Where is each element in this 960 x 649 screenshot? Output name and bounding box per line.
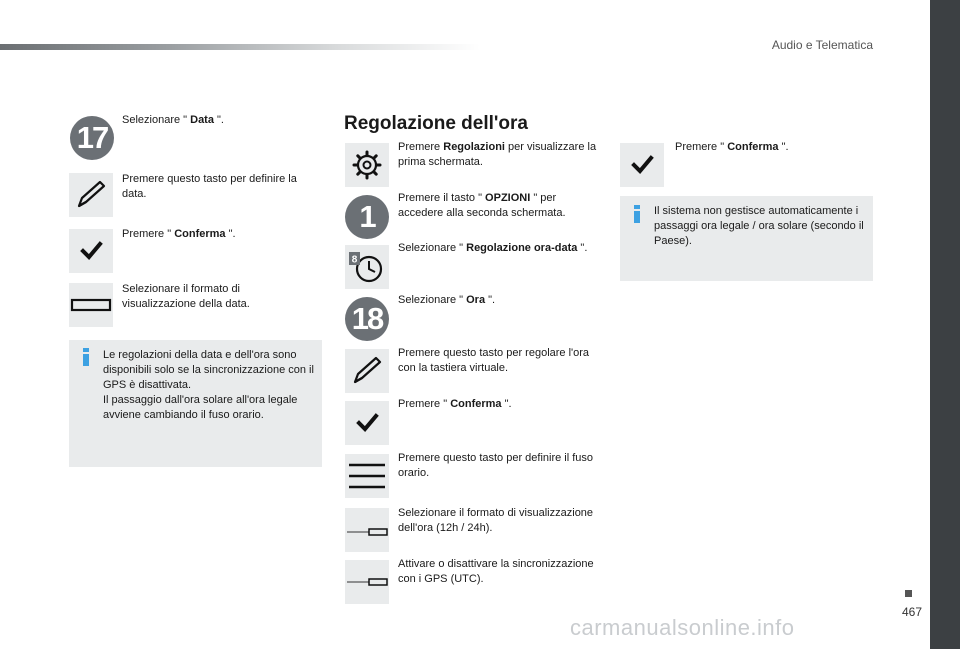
dst-note-box [620,196,873,281]
toggle-switch-icon [345,560,389,604]
edit-time-tile [345,349,389,393]
header-gradient-bar [0,44,480,50]
confirm-button-tile [69,229,113,273]
edit-time-text: Premere questo tasto per regolare l'ora con la tastiera virtuale. [398,347,590,374]
edit-button-tile [69,173,113,217]
time-format-tile [345,508,389,552]
gear-icon [345,143,389,187]
checkmark-icon [345,401,389,445]
pencil-icon [345,349,389,393]
info-icon [83,348,89,366]
section-title: Regolazione dell'ora [344,113,528,134]
date-note-box [69,340,322,467]
page-number: 467 [901,605,922,619]
date-note-text: Le regolazioni della data e dell'ora sono disponibili solo se la sincronizzazione con il GPS è disattivata. Il passaggio dall'ora solare all'ora legale avviene cambiando il fuso orario. [103,349,314,421]
step-badge-17: 17 [70,116,114,160]
watermark: carmanualsonline.info [570,615,795,640]
step-17-text: Selezionare " Data ". [122,114,224,126]
time-format-text: Selezionare il formato di visualizzazione dell'ora (12h / 24h). [398,507,594,534]
step-18-text: Selezionare " Ora ". [398,294,496,306]
date-format-text: Selezionare il formato di visualizzazione della data. [122,283,250,310]
gps-sync-tile [345,560,389,604]
timezone-text: Premere questo tasto per definire il fuso orario. [398,452,594,479]
step-badge-1: 1 [345,195,389,239]
time-date-setting-text: Selezionare " Regolazione ora-data ". [398,242,588,254]
step-badge-18: 18 [345,297,389,341]
format-bar-icon [69,283,113,327]
settings-text: Premere Regolazioni per visualizzare la prima schermata. [398,141,597,168]
edit-date-text: Premere questo tasto per definire la data. [122,173,297,200]
checkmark-icon [69,229,113,273]
checkmark-icon [620,143,664,187]
confirm-text-right: Premere " Conferma ". [675,141,789,153]
dst-note-text: Il sistema non gestisce automaticamente i passaggi ora legale / ora solare (secondo il Paese). [654,205,864,247]
menu-lines-icon [345,454,389,498]
timezone-tile [345,454,389,498]
toggle-switch-icon [345,508,389,552]
pencil-icon [69,173,113,217]
settings-tile [345,143,389,187]
clock-tile [345,245,389,289]
page-edge-bar [930,0,960,649]
confirm-text: Premere " Conferma ". [122,228,236,240]
step-1-text: Premere il tasto " OPZIONI " per accedere alla seconda schermata. [398,192,566,219]
clock-icon [345,245,389,289]
confirm-time-text: Premere " Conferma ". [398,398,512,410]
confirm-tile-right [620,143,664,187]
section-header: Audio e Telematica [771,38,873,52]
date-format-tile [69,283,113,327]
page-marker [905,590,912,597]
info-icon [634,205,640,223]
gps-sync-text: Attivare o disattivare la sincronizzazione con i GPS (UTC). [398,558,594,585]
confirm-time-tile [345,401,389,445]
clock-icon-badge: 8 [351,254,358,266]
